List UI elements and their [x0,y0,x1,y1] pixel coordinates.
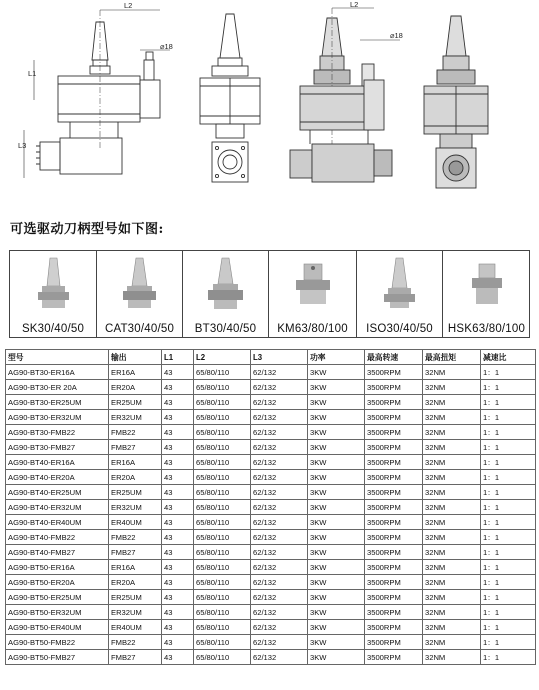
cell-ratio: 1：1 [481,590,536,605]
cell-model: AG90-BT50-FMB22 [6,635,109,650]
cell-max-speed: 3500RPM [365,605,423,620]
cell-model: AG90-BT30-ER32UM [6,410,109,425]
col-header-model: 型号 [6,350,109,365]
table-row [6,635,536,650]
dim-l1-label: L1 [28,69,37,78]
cell-power: 3KW [308,410,365,425]
cell-max-speed: 3500RPM [365,530,423,545]
cell-ratio: 1：1 [481,365,536,380]
shank-option-hsk [443,251,530,337]
cell-model: AG90-BT50-ER32UM [6,605,109,620]
shank-label: SK30/40/50 [21,323,85,335]
cell-power: 3KW [308,590,365,605]
cell-l2: 65/80/110 [194,620,251,635]
cell-l3: 62/132 [251,395,308,410]
cell-l3: 62/132 [251,590,308,605]
cell-l2: 65/80/110 [194,395,251,410]
shank-options-strip [9,250,530,338]
cell-ratio: 1：1 [481,650,536,665]
table-row [6,605,536,620]
cell-l1: 43 [162,365,194,380]
cell-max-torque: 32NM [423,380,481,395]
cell-l3: 62/132 [251,440,308,455]
table-row [6,530,536,545]
cell-output: ER32UM [109,410,162,425]
front-view-drawing-2 [424,16,488,188]
cell-l2: 65/80/110 [194,635,251,650]
cell-model: AG90-BT30-ER25UM [6,395,109,410]
cell-output: ER32UM [109,500,162,515]
table-row [6,470,536,485]
cell-l3: 62/132 [251,530,308,545]
cell-l2: 65/80/110 [194,545,251,560]
cell-ratio: 1：1 [481,560,536,575]
cell-max-torque: 32NM [423,500,481,515]
cell-ratio: 1：1 [481,635,536,650]
dim-l2-label: L2 [124,1,133,10]
cell-max-speed: 3500RPM [365,410,423,425]
shank-label: ISO30/40/50 [366,323,433,335]
cell-l1: 43 [162,545,194,560]
cell-l2: 65/80/110 [194,575,251,590]
cell-ratio: 1：1 [481,470,536,485]
cell-power: 3KW [308,440,365,455]
cell-output: ER25UM [109,590,162,605]
shank-option-bt [183,251,269,337]
cell-l1: 43 [162,605,194,620]
cell-max-torque: 32NM [423,575,481,590]
cell-output: ER20A [109,470,162,485]
cell-l3: 62/132 [251,635,308,650]
table-row [6,365,536,380]
cell-l3: 62/132 [251,650,308,665]
col-header-l2: L2 [194,350,251,365]
cell-max-torque: 32NM [423,605,481,620]
cell-l3: 62/132 [251,620,308,635]
cell-ratio: 1：1 [481,440,536,455]
cell-max-speed: 3500RPM [365,380,423,395]
cell-l1: 43 [162,515,194,530]
cell-model: AG90-BT50-ER25UM [6,590,109,605]
cell-max-speed: 3500RPM [365,575,423,590]
cell-l1: 43 [162,530,194,545]
cell-l1: 43 [162,650,194,665]
cell-power: 3KW [308,395,365,410]
shank-option-km [269,251,357,337]
shank-label: KM63/80/100 [277,323,348,335]
dim-d18-label-2: ⌀18 [390,31,403,40]
cell-max-speed: 3500RPM [365,485,423,500]
cell-l3: 62/132 [251,410,308,425]
cell-power: 3KW [308,500,365,515]
table-row [6,590,536,605]
table-row [6,440,536,455]
cell-max-speed: 3500RPM [365,455,423,470]
cell-model: AG90-BT40-ER40UM [6,515,109,530]
col-header-l1: L1 [162,350,194,365]
cell-max-torque: 32NM [423,410,481,425]
cell-max-speed: 3500RPM [365,650,423,665]
cell-model: AG90-BT40-ER32UM [6,500,109,515]
cell-l1: 43 [162,485,194,500]
table-row [6,395,536,410]
cell-power: 3KW [308,485,365,500]
cell-ratio: 1：1 [481,515,536,530]
col-header-ratio: 减速比 [481,350,536,365]
cell-output: ER20A [109,380,162,395]
cell-output: FMB27 [109,545,162,560]
cell-l3: 62/132 [251,425,308,440]
cell-model: AG90-BT50-ER20A [6,575,109,590]
cell-max-torque: 32NM [423,530,481,545]
cell-output: ER25UM [109,395,162,410]
cell-max-torque: 32NM [423,635,481,650]
cell-l2: 65/80/110 [194,650,251,665]
cell-l2: 65/80/110 [194,455,251,470]
table-row [6,500,536,515]
cell-l2: 65/80/110 [194,485,251,500]
cell-max-speed: 3500RPM [365,545,423,560]
cell-l1: 43 [162,500,194,515]
cell-output: FMB22 [109,635,162,650]
front-view-drawing-1 [200,14,260,182]
shank-label: CAT30/40/50 [104,323,175,335]
cell-model: AG90-BT40-ER16A [6,455,109,470]
cell-output: FMB22 [109,530,162,545]
side-view-drawing-1 [24,10,170,178]
cell-output: ER20A [109,575,162,590]
cell-max-speed: 3500RPM [365,440,423,455]
iso-shank-icon [357,254,443,320]
cell-max-torque: 32NM [423,425,481,440]
table-header-row [6,350,536,365]
cell-l1: 43 [162,620,194,635]
technical-drawings [0,0,539,200]
cell-l3: 62/132 [251,455,308,470]
cell-ratio: 1：1 [481,500,536,515]
cell-l3: 62/132 [251,470,308,485]
spec-table [5,349,536,665]
cell-l1: 43 [162,440,194,455]
cell-power: 3KW [308,545,365,560]
shank-options-heading: 可选驱动刀柄型号如下图: [10,222,164,237]
table-row [6,560,536,575]
cell-max-speed: 3500RPM [365,500,423,515]
cell-model: AG90-BT30-ER 20A [6,380,109,395]
cell-max-torque: 32NM [423,590,481,605]
cell-model: AG90-BT40-ER20A [6,470,109,485]
cell-l3: 62/132 [251,365,308,380]
cell-l2: 65/80/110 [194,530,251,545]
cell-power: 3KW [308,530,365,545]
cell-max-speed: 3500RPM [365,560,423,575]
dim-l3-label: L3 [18,141,27,150]
cell-model: AG90-BT40-ER25UM [6,485,109,500]
cell-model: AG90-BT50-ER16A [6,560,109,575]
cell-l1: 43 [162,470,194,485]
cell-max-torque: 32NM [423,515,481,530]
cell-l2: 65/80/110 [194,425,251,440]
cell-power: 3KW [308,650,365,665]
cell-max-torque: 32NM [423,545,481,560]
cell-ratio: 1：1 [481,485,536,500]
cell-max-torque: 32NM [423,440,481,455]
shank-label: HSK63/80/100 [447,323,526,335]
cell-power: 3KW [308,470,365,485]
cell-max-torque: 32NM [423,560,481,575]
cell-output: ER16A [109,560,162,575]
cell-ratio: 1：1 [481,545,536,560]
col-header-output: 输出 [109,350,162,365]
table-row [6,545,536,560]
cell-ratio: 1：1 [481,620,536,635]
cell-model: AG90-BT50-ER40UM [6,620,109,635]
cell-l2: 65/80/110 [194,470,251,485]
hsk-shank-icon [443,254,530,320]
table-row [6,380,536,395]
cell-model: AG90-BT30-ER16A [6,365,109,380]
cell-model: AG90-BT30-FMB27 [6,440,109,455]
cell-model: AG90-BT40-FMB27 [6,545,109,560]
col-header-power: 功率 [308,350,365,365]
cell-max-speed: 3500RPM [365,635,423,650]
cell-max-torque: 32NM [423,650,481,665]
cell-output: ER32UM [109,605,162,620]
cell-max-torque: 32NM [423,395,481,410]
cell-power: 3KW [308,635,365,650]
dim-d18-label: ⌀18 [160,42,173,51]
cell-output: ER40UM [109,515,162,530]
dim-l2-label-2: L2 [350,0,359,9]
cell-ratio: 1：1 [481,380,536,395]
cell-max-speed: 3500RPM [365,470,423,485]
cell-power: 3KW [308,365,365,380]
cell-l1: 43 [162,410,194,425]
cell-ratio: 1：1 [481,530,536,545]
cell-l1: 43 [162,395,194,410]
cell-l3: 62/132 [251,575,308,590]
table-row [6,650,536,665]
cell-l3: 62/132 [251,485,308,500]
cell-max-speed: 3500RPM [365,395,423,410]
cell-l1: 43 [162,455,194,470]
cell-max-speed: 3500RPM [365,620,423,635]
km-shank-icon [269,254,357,320]
cell-max-torque: 32NM [423,470,481,485]
cell-l2: 65/80/110 [194,440,251,455]
cell-power: 3KW [308,515,365,530]
cell-max-speed: 3500RPM [365,365,423,380]
side-view-drawing-2 [290,8,400,182]
col-header-max-speed: 最高转速 [365,350,423,365]
cell-output: ER16A [109,455,162,470]
cell-ratio: 1：1 [481,425,536,440]
cell-max-speed: 3500RPM [365,590,423,605]
cell-model: AG90-BT40-FMB22 [6,530,109,545]
cat-shank-icon [97,254,183,320]
col-header-l3: L3 [251,350,308,365]
table-body [6,365,536,665]
cell-max-torque: 32NM [423,620,481,635]
cell-l1: 43 [162,635,194,650]
cell-l3: 62/132 [251,560,308,575]
cell-power: 3KW [308,380,365,395]
shank-option-cat [97,251,183,337]
shank-option-sk [10,251,97,337]
cell-l1: 43 [162,425,194,440]
cell-ratio: 1：1 [481,455,536,470]
table-row [6,620,536,635]
cell-model: AG90-BT30-FMB22 [6,425,109,440]
cell-l3: 62/132 [251,605,308,620]
sk-shank-icon [10,254,97,320]
cell-power: 3KW [308,575,365,590]
cell-l1: 43 [162,575,194,590]
table-row [6,515,536,530]
cell-max-torque: 32NM [423,485,481,500]
cell-l3: 62/132 [251,515,308,530]
cell-l2: 65/80/110 [194,380,251,395]
cell-model: AG90-BT50-FMB27 [6,650,109,665]
cell-output: FMB22 [109,425,162,440]
shank-label: BT30/40/50 [194,323,257,335]
cell-l1: 43 [162,380,194,395]
table-row [6,575,536,590]
cell-l2: 65/80/110 [194,410,251,425]
cell-max-speed: 3500RPM [365,425,423,440]
shank-option-iso [357,251,443,337]
cell-ratio: 1：1 [481,410,536,425]
cell-power: 3KW [308,560,365,575]
cell-output: FMB27 [109,440,162,455]
cell-l3: 62/132 [251,380,308,395]
cell-l2: 65/80/110 [194,605,251,620]
cell-max-speed: 3500RPM [365,515,423,530]
cell-l2: 65/80/110 [194,500,251,515]
bt-shank-icon [183,254,269,320]
cell-output: ER40UM [109,620,162,635]
cell-power: 3KW [308,455,365,470]
cell-output: FMB27 [109,650,162,665]
table-row [6,425,536,440]
cell-l3: 62/132 [251,500,308,515]
cell-l2: 65/80/110 [194,560,251,575]
cell-power: 3KW [308,620,365,635]
cell-power: 3KW [308,605,365,620]
cell-max-torque: 32NM [423,365,481,380]
cell-ratio: 1：1 [481,605,536,620]
cell-output: ER16A [109,365,162,380]
cell-l1: 43 [162,560,194,575]
cell-power: 3KW [308,425,365,440]
cell-l1: 43 [162,590,194,605]
cell-l2: 65/80/110 [194,365,251,380]
cell-l3: 62/132 [251,545,308,560]
col-header-max-torque: 最高扭矩 [423,350,481,365]
table-row [6,410,536,425]
table-row [6,455,536,470]
cell-output: ER25UM [109,485,162,500]
cell-l2: 65/80/110 [194,515,251,530]
table-row [6,485,536,500]
cell-l2: 65/80/110 [194,590,251,605]
cell-max-torque: 32NM [423,455,481,470]
cell-ratio: 1：1 [481,575,536,590]
cell-ratio: 1：1 [481,395,536,410]
